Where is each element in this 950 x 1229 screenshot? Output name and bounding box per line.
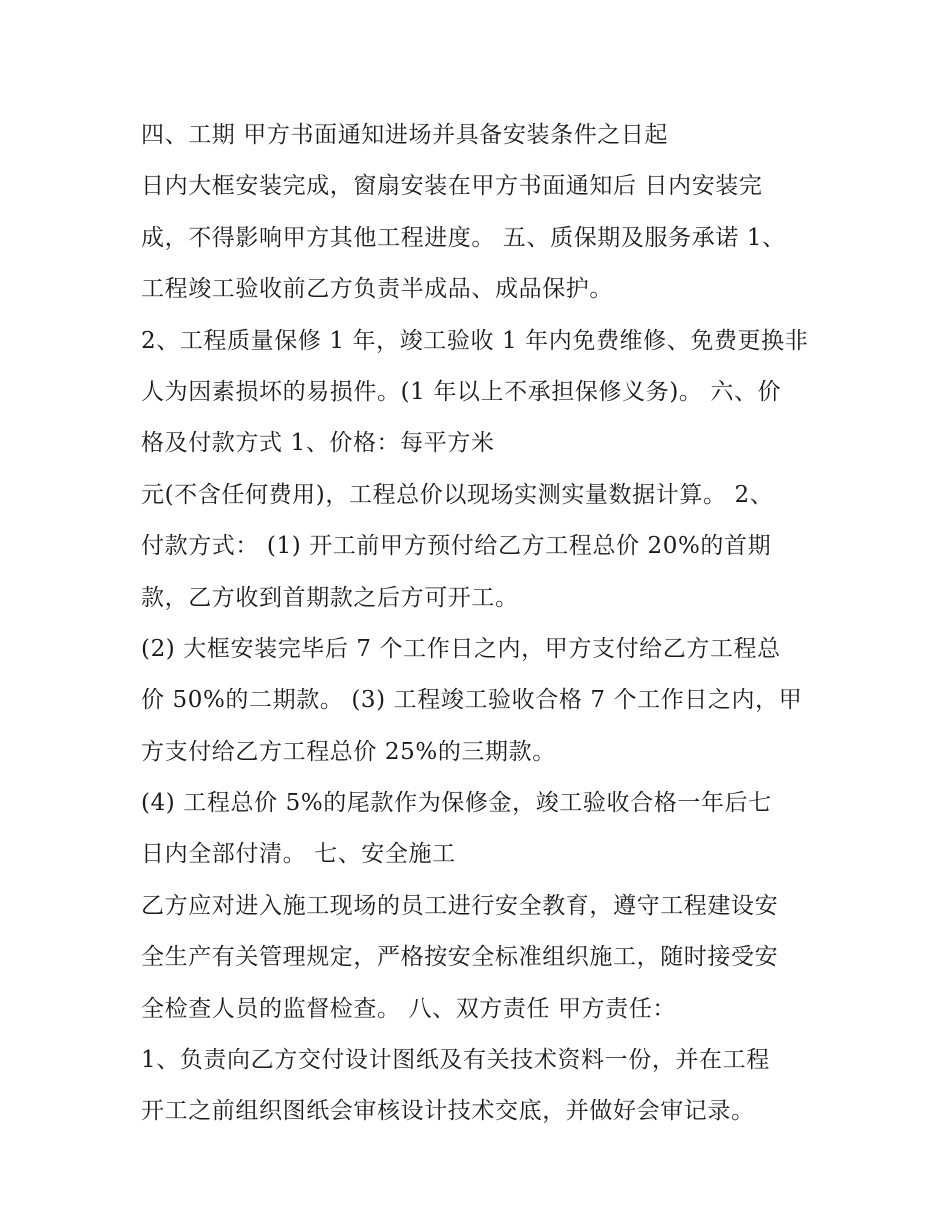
text-line: 款，乙方收到首期款之后方可开工。 [141,584,519,611]
text-line: 成，不得影响甲方其他工程进度。 五、质保期及服务承诺 1、 [141,224,786,251]
text-line: 全生产有关管理规定，严格按安全标准组织施工，随时接受安 [141,944,779,971]
text-line: 乙方应对进入施工现场的员工进行安全教育，遵守工程建设安 [141,892,779,919]
text-line: 日内全部付清。 七、安全施工 [141,841,456,868]
text-line: 人为因素损坏的易损件。(1 年以上不承担保修义务)。 六、价 [141,378,782,405]
text-line: 1、负责向乙方交付设计图纸及有关技术资料一份，并在工程 [141,1047,770,1074]
text-line: 日内大框安装完成，窗扇安装在甲方书面通知后 日内安装完 [141,173,763,200]
text-line: 开工之前组织图纸会审核设计技术交底，并做好会审记录。 [141,1098,755,1125]
text-line: 元(不含任何费用)，工程总价以现场实测实量数据计算。 2、 [141,481,774,508]
text-line: (4) 工程总价 5%的尾款作为保修金，竣工验收合格一年后七 [141,790,772,817]
text-line: 方支付给乙方工程总价 25%的三期款。 [141,738,556,765]
text-line: 付款方式： (1) 开工前甲方预付给乙方工程总价 20%的首期 [141,533,772,560]
text-line: (2) 大框安装完毕后 7 个工作日之内，甲方支付给乙方工程总 [141,635,781,662]
text-line: 2、工程质量保修 1 年，竣工验收 1 年内免费维修、免费更换非 [141,327,809,354]
text-line: 价 50%的二期款。 (3) 工程竣工验收合格 7 个工作日之内，甲 [141,687,803,714]
text-line: 格及付款方式 1、价格：每平方米 [141,430,495,457]
text-line: 全检查人员的监督检查。 八、双方责任 甲方责任： [141,995,677,1022]
text-line: 四、工期 甲方书面通知进场并具备安装条件之日起 [141,122,669,148]
contract-text-body [141,110,831,1138]
text-line: 工程竣工验收前乙方负责半成品、成品保护。 [141,276,613,303]
